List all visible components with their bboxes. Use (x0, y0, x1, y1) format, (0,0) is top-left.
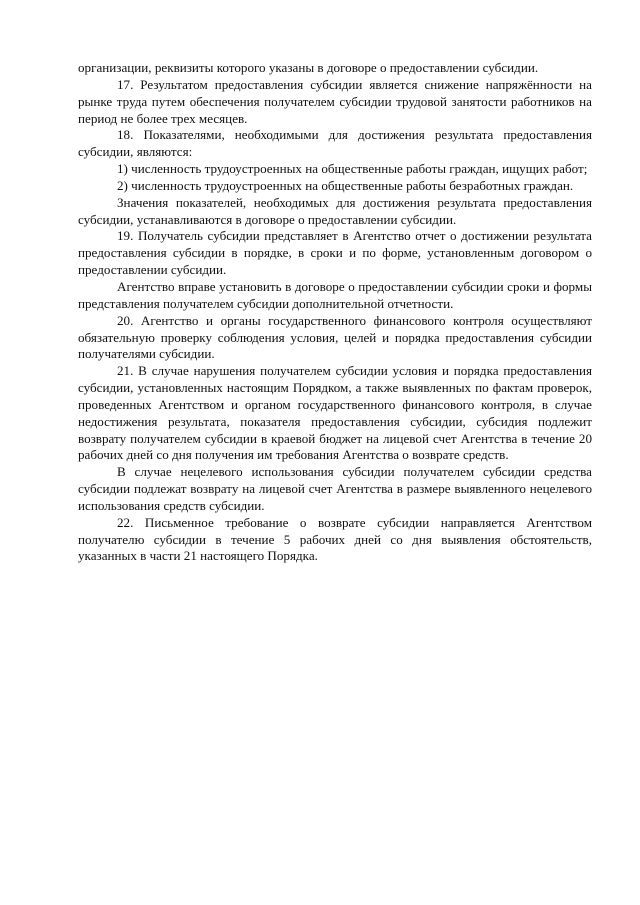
paragraph-20: 20. Агентство и органы государственного финансового контроля осуществляют обязательную проверку соблюдения условия, целей и порядка предоставления субсидии получателями субсидии. (78, 312, 592, 362)
paragraph-18-item-1: 1) численность трудоустроенных на общественные работы граждан, ищущих работ; (117, 161, 588, 177)
paragraph-21: 21. В случае нарушения получателем субсидии условия и порядка предоставления субсидии, установленных настоящим Порядком, а также выявленных по фактам проверок, проведенных Агентством и органом государственного финансового контроля, в случае недостижения результата, показателя предоставления субсидии, субсидия подлежит возврату получателем субсидии в краевой бюджет на лицевой счет Агентства в течение 20 рабочих дней со дня получения им требования Агентства о возврате средств. (78, 363, 592, 463)
paragraph-19-additional: Агентство вправе установить в договоре о предоставлении субсидии сроки и формы представления получателем субсидии дополнительной отчетности. (78, 278, 592, 311)
paragraph-19: 19. Получатель субсидии представляет в Агентство отчет о достижении результата предоставления субсидии в порядке, в сроки и по форме, установленным договором о предоставлении субсидии. (78, 228, 592, 278)
paragraph-18-item-2: 2) численность трудоустроенных на общественные работы безработных граждан. (117, 177, 574, 193)
paragraph-22: 22. Письменное требование о возврате субсидии направляется Агентством получателю субсидии в течение 5 рабочих дней со дня выявления обстоятельств, указанных в части 21 настоящего Порядка. (78, 514, 592, 564)
paragraph-18-values: Значения показателей, необходимых для достижения результата предоставления субсидии, устанавливаются в договоре о предоставлении субсидии. (78, 194, 592, 227)
paragraph-continuation: организации, реквизиты которого указаны в договоре о предоставлении субсидии. (78, 60, 539, 75)
paragraph-18: 18. Показателями, необходимыми для достижения результата предоставления субсидии, являются: (78, 127, 592, 160)
paragraph-21-misuse: В случае нецелевого использования субсидии получателем субсидии средства субсидии подлежат возврату на лицевой счет Агентства в размере выявленного нецелевого использования средств субсидии. (78, 464, 592, 513)
paragraph-17: 17. Результатом предоставления субсидии является снижение напряжённости на рынке труда путем обеспечения получателем субсидии трудовой занятости работников на период не более трех месяцев. (78, 76, 592, 126)
document-page (78, 60, 592, 565)
